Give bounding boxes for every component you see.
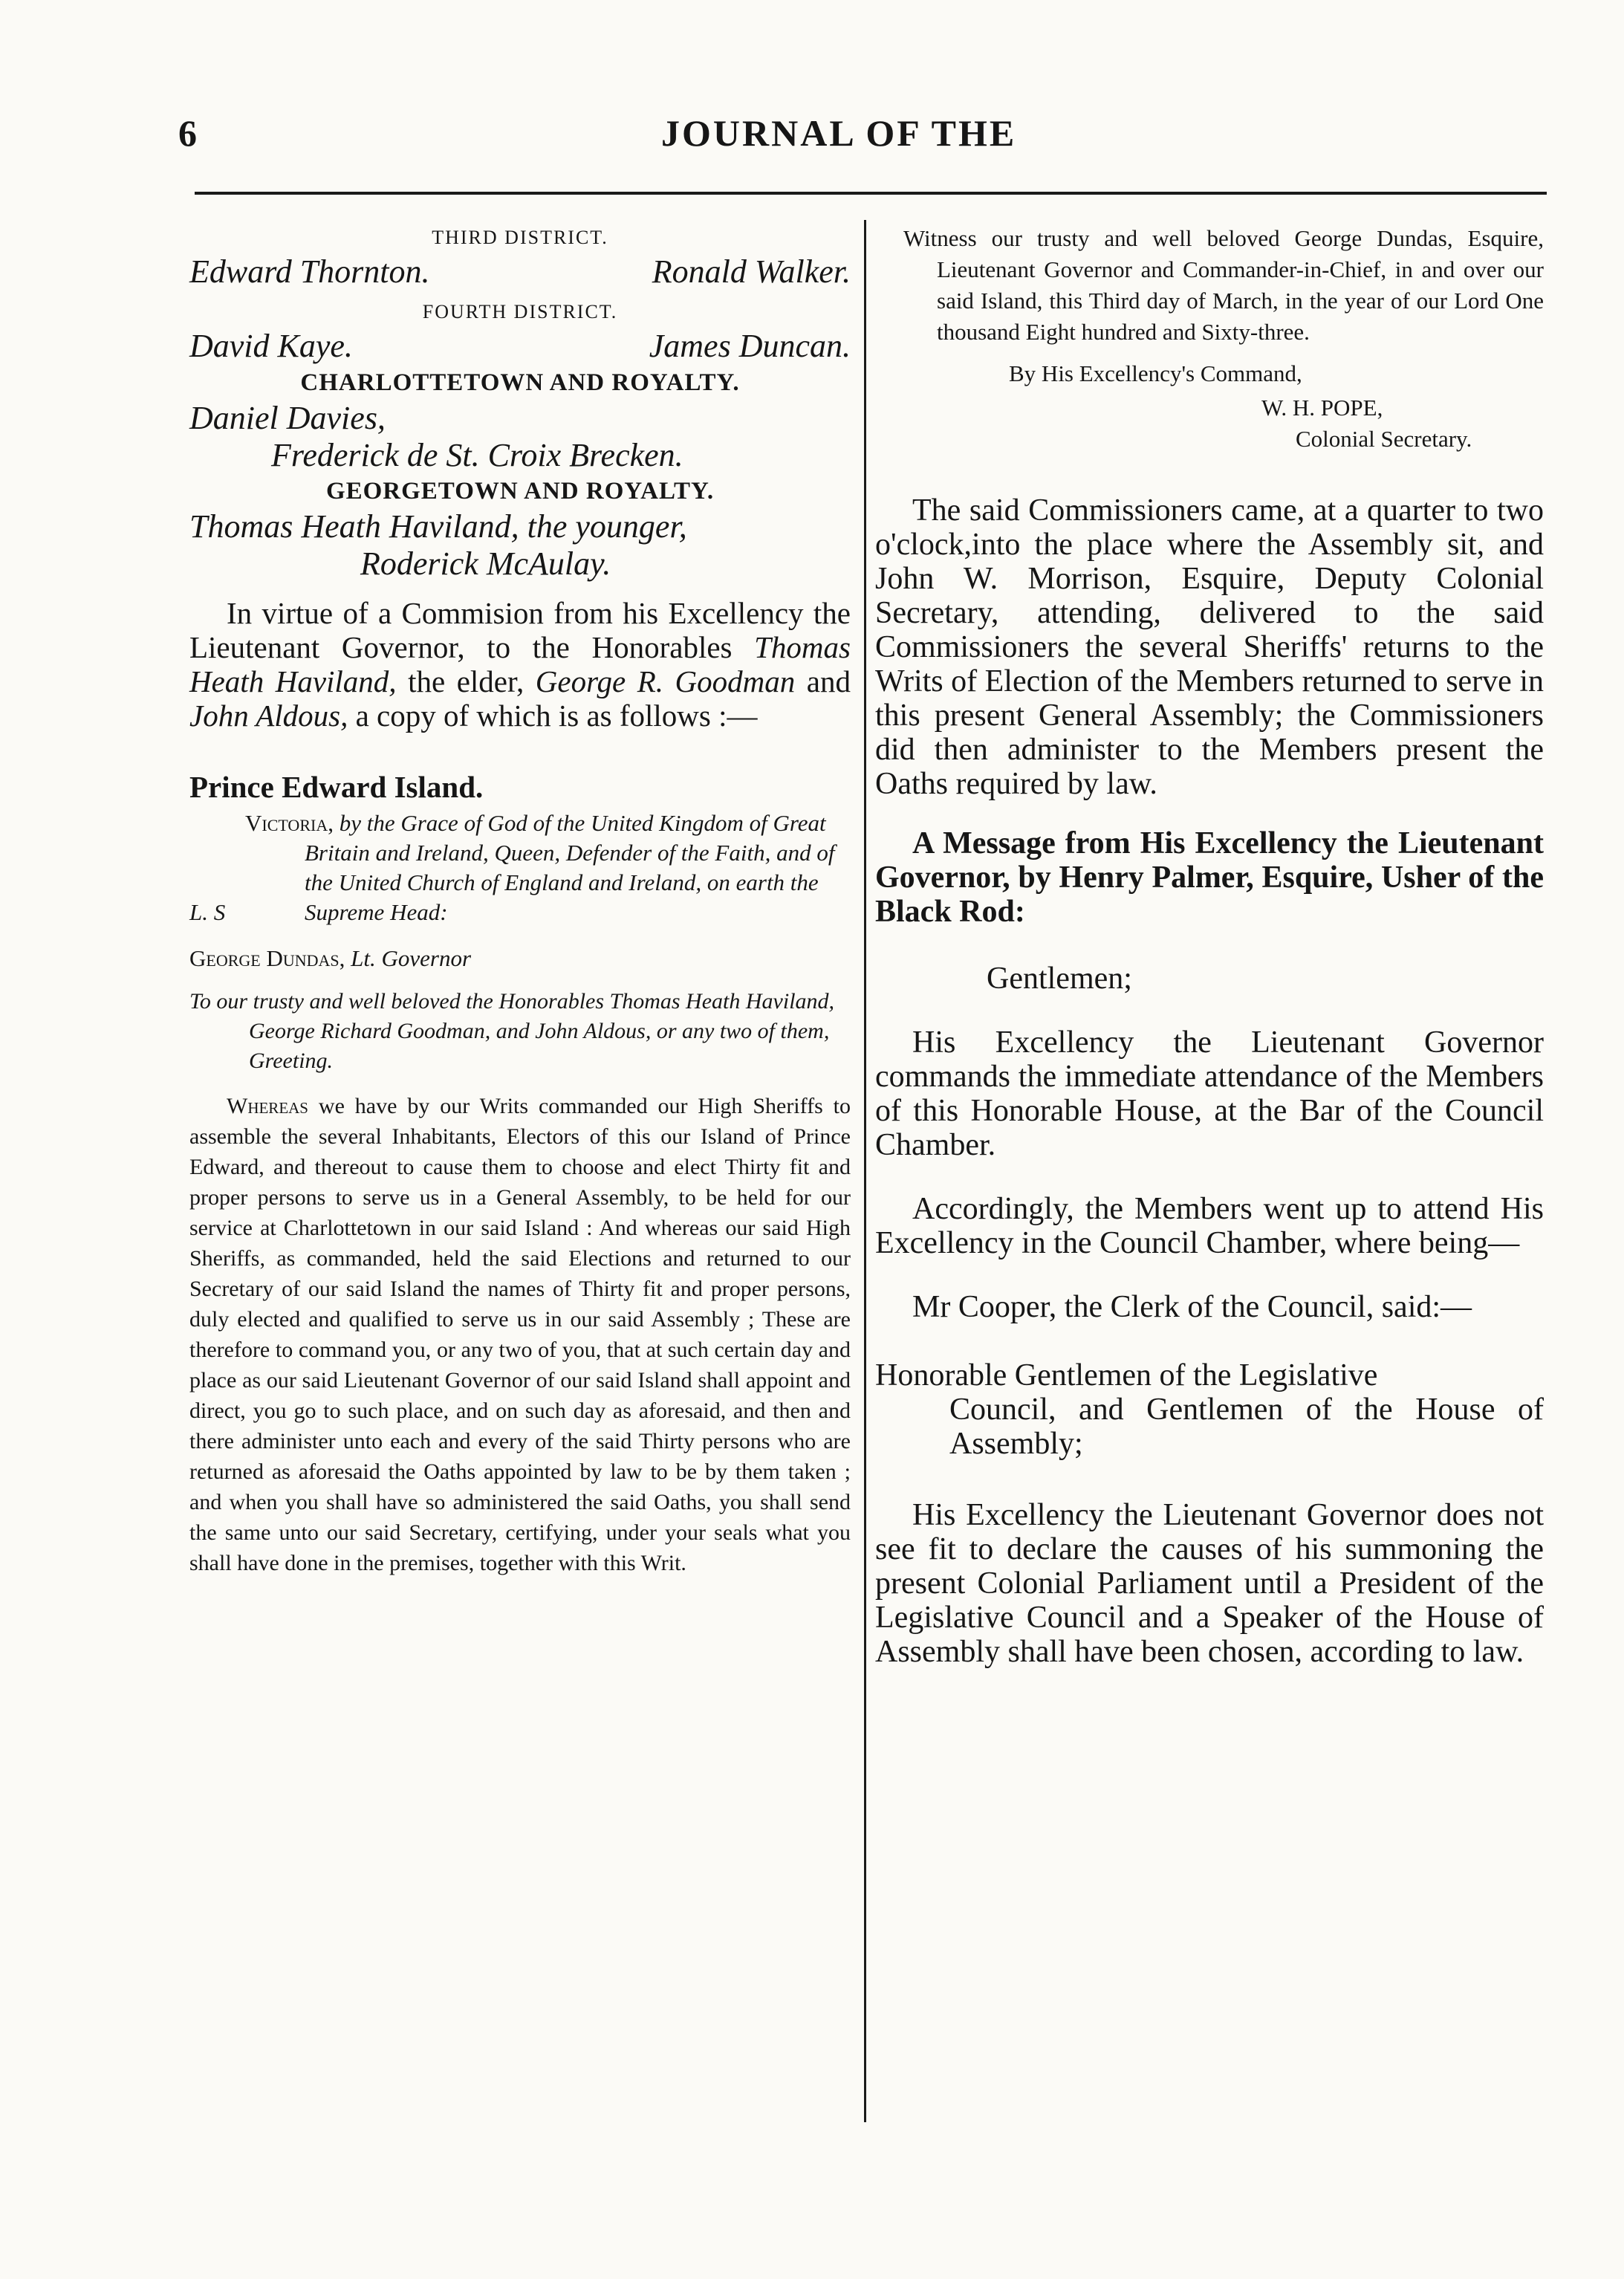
- signatory-name: W. H. POPE,: [1261, 395, 1383, 421]
- address-line-1: Honorable Gentlemen of the Legislative: [875, 1358, 1378, 1393]
- commands-paragraph: His Excellency the Lieutenant Governor commands the immediate attendance of the Members of this Honorable House, at the Bar of the Council Chamber.: [875, 1025, 1544, 1162]
- message-paragraph: A Message from His Excellency the Lieutenant Governor, by Henry Palmer, Esquire, Usher of the Black Rod:: [875, 826, 1544, 929]
- whereas-paragraph: Whereas we have by our Writs commanded our High Sheriffs to assemble the several Inhabitants, Electors of this our Island of Prince Edward, and thereout to cause them to choose and elect Thirty fit and proper persons to serve us in a General Assembly, to be held for our service at Charlottetown in our said Island : And whereas our said High Sheriffs, as commanded, held the said Elections and returned to our Secretary of our said Island the names of Thirty fit and proper persons, duly elected and qualified to serve us in our said Assembly ; These are therefore to command you, or any two of you, that at such certain day and place as our said Lieutenant Governor of our said Island shall appoint and direct, you go to such place, and on such day as aforesaid, and then and there administer unto each and every of the said Thirty persons who are returned as aforesaid the Oaths appointed by law to be by them taken ; and when you shall have so administered the said Oaths, you shall send the same unto our said Secretary, certifying, under your seals what you shall have done in the premises, together with this Writ.: [189, 1094, 851, 1575]
- header-rule: [195, 192, 1547, 195]
- member-name: Daniel Davies,: [189, 400, 386, 436]
- ls-seal-mark: L. S: [189, 899, 226, 925]
- address-line-2: Council, and Gentlemen of the House of Assembly;: [949, 1393, 1544, 1461]
- final-paragraph: His Excellency the Lieutenant Governor does not see fit to declare the causes of his summoning the present Colonial Parliament until a President of the Legislative Council and a Speaker of the House of Assembly shall have been chosen, according to law.: [875, 1498, 1544, 1669]
- member-name: Frederick de St. Croix Brecken.: [271, 437, 683, 473]
- commission-intro: In virtue of a Commision from his Excellency the Lieutenant Governor, to the Honorables Thomas Heath Haviland, the elder, George R. Goodman and John Aldous, a copy of which is as follows :—: [189, 596, 851, 733]
- pei-heading: Prince Edward Island.: [189, 770, 484, 804]
- third-district-members: [189, 253, 851, 291]
- governor-line: George Dundas, Lt. Governor: [189, 945, 472, 971]
- georgetown-heading: GEORGETOWN AND ROYALTY.: [325, 478, 715, 505]
- writ-preamble: [189, 808, 851, 927]
- member-name: Edward Thornton.: [189, 253, 430, 290]
- command-line: By His Excellency's Command,: [1009, 360, 1302, 386]
- member-name: Ronald Walker.: [652, 253, 851, 290]
- running-title: JOURNAL OF THE: [661, 112, 1017, 154]
- signatory-title: Colonial Secretary.: [1296, 426, 1472, 452]
- accordingly-paragraph: Accordingly, the Members went up to attend His Excellency in the Council Chamber, where being—: [875, 1192, 1544, 1260]
- cooper-paragraph: Mr Cooper, the Clerk of the Council, said:—: [912, 1290, 1472, 1324]
- member-name: David Kaye.: [189, 328, 353, 364]
- member-name: Thomas Heath Haviland, the younger,: [189, 508, 687, 545]
- salutation: Gentlemen;: [987, 962, 1132, 996]
- member-name: James Duncan.: [649, 328, 851, 364]
- right-column: [875, 223, 1544, 1669]
- column-divider: [864, 220, 866, 2122]
- left-column: [189, 223, 851, 1578]
- fourth-district-heading: FOURTH DISTRICT.: [422, 301, 618, 322]
- witness-clause: Witness our trusty and well beloved George Dundas, Esquire, Lieutenant Governor and Commander-in-Chief, in and over our said Island, this Third day of March, in the year of our Lord One thousand Eight hundred and Sixty-three.: [903, 225, 1544, 345]
- commissioners-paragraph: The said Commissioners came, at a quarter to two o'clock,into the place where the Assembly sit, and John W. Morrison, Esquire, Deputy Colonial Secretary, attending, delivered to the said Commissioners the several Sheriffs' returns to the Writs of Election of the Members returned to serve in this present General Assembly; the Commissioners did then administer to the Members present the Oaths required by law.: [875, 493, 1544, 801]
- sovereign-style: by the Grace of God of the United Kingdom of Great Britain and Ireland, Queen, Defender of the Faith, and of the United Church of England and Ireland, on earth the Supreme Head:: [305, 810, 835, 925]
- third-district-heading: THIRD DISTRICT.: [432, 227, 608, 248]
- writ-address: To our trusty and well beloved the Honorables Thomas Heath Haviland, George Richard Goodman, and John Aldous, or any two of them, Greeting.: [189, 989, 835, 1073]
- member-name: Roderick McAulay.: [360, 545, 611, 582]
- charlottetown-heading: CHARLOTTETOWN AND ROYALTY.: [300, 369, 740, 396]
- sovereign-name: Victoria,: [245, 810, 334, 836]
- page-number: 6: [178, 112, 197, 154]
- fourth-district-members: [189, 327, 851, 366]
